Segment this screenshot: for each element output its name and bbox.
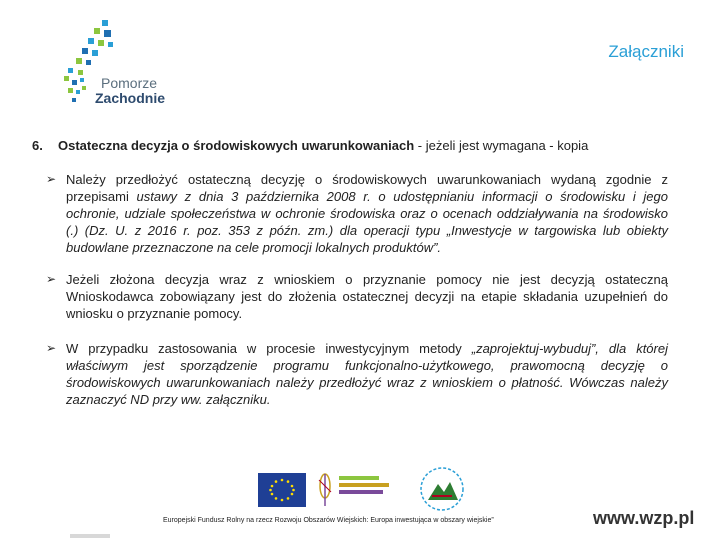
section-number: 6.	[32, 138, 43, 153]
list-item-text-regular: Jeżeli złożona decyzja wraz z wnioskiem o przyznanie pomocy nie jest decyzją ostateczną Wnioskodawca zobowiązany jest do złożenia ostatecznej decyzji na etapie składania uzupełnień do wniosku o przyznanie pomocy.	[66, 272, 668, 321]
leader-text-block	[339, 476, 389, 494]
arrow-bullet-icon: ➢	[46, 341, 57, 355]
arrow-bullet-icon: ➢	[46, 172, 57, 186]
list-item-text-italic: „zaprojektuj-wybuduj”, dla której właściwym jest sporządzenie programu funkcjonalno-użytkowego, prawomocną decyzję o środowiskowych uwarunkowaniach należy przedłożyć wraz z wnioskiem o płatność. Wówczas należy zaznaczyć ND przy ww. załączniku.	[66, 341, 668, 407]
list-item-text	[66, 271, 668, 322]
section-heading-bold: Ostateczna decyzja o środowiskowych uwarunkowaniach	[58, 138, 415, 153]
website-link[interactable]: www.wzp.pl	[593, 508, 695, 528]
eu-flag-icon	[258, 473, 306, 507]
list-item-text-regular: W przypadku zastosowania w procesie inwestycyjnym metody	[66, 341, 472, 356]
list-item	[46, 340, 668, 408]
list-item-text	[66, 340, 668, 408]
list-item-text-regular: Należy przedłożyć ostateczną decyzję o środowiskowych uwarunkowaniach wydaną zgodnie z przepisami	[66, 172, 668, 204]
prow-logo	[418, 466, 466, 512]
logo-text-zachodnie: Zachodnie	[95, 90, 166, 106]
section-heading-text	[58, 138, 588, 153]
leader-wheat-icon	[319, 474, 331, 506]
bottom-divider	[70, 534, 110, 538]
list-item	[46, 271, 668, 322]
list-item-text-italic: ustawy z dnia 3 października 2008 r. o udostępnianiu informacji o środowisku i jego ochronie, udziale społeczeństwa w ochronie środowiska oraz o ocenach oddziaływania na środowisko (.) (Dz. U. z 2016 r. poz. 353 z późn. zm.) dla operacji typu „Inwestycje w targowiska lub obiekty budowlane przeznaczone na cele promocji lokalnych produktów”.	[66, 189, 668, 255]
page-title: Załączniki	[608, 42, 684, 61]
section-heading-rest: - jeżeli jest wymagana - kopia	[414, 138, 589, 153]
arrow-bullet-icon: ➢	[46, 272, 57, 286]
footer-eafrd-text: Europejski Fundusz Rolny na rzecz Rozwoju Obszarów Wiejskich: Europa inwestująca w obszary wiejskie”	[163, 517, 494, 524]
leader-logo	[313, 466, 413, 511]
list-item	[46, 171, 668, 256]
logo-text-pomorze: Pomorze	[101, 75, 158, 91]
list-item-text	[66, 171, 668, 256]
